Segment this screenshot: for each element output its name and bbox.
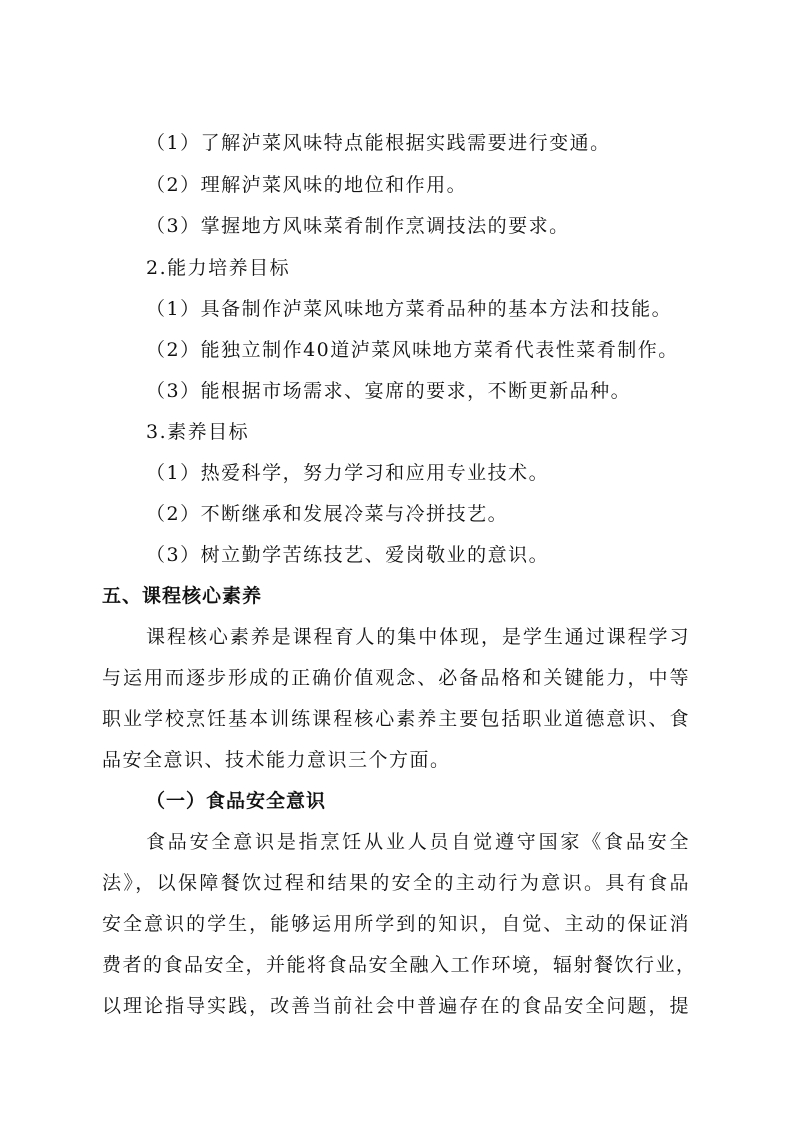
intro-line-1: 课程核心素养是课程育人的集中体现，是学生通过课程学习 — [146, 626, 690, 648]
body-line-2: 法》，以保障餐饮过程和结果的安全的主动行为意识。具有食品 — [102, 872, 690, 894]
subsection-heading: （一）食品安全意识 — [146, 790, 327, 812]
ability-item-2: （2）能独立制作40道泸菜风味地方菜肴代表性菜肴制作。 — [146, 339, 679, 361]
literacy-title: 3.素养目标 — [146, 421, 250, 443]
body-line-1: 食品安全意识是指烹饪从业人员自觉遵守国家《食品安全 — [146, 831, 690, 853]
knowledge-item-2: （2）理解泸菜风味的地位和作用。 — [146, 174, 468, 196]
ability-title: 2.能力培养目标 — [146, 257, 291, 279]
body-line-3: 安全意识的学生，能够运用所学到的知识，自觉、主动的保证消 — [102, 913, 690, 935]
literacy-item-3: （3）树立勤学苦练技艺、爱岗敬业的意识。 — [146, 544, 550, 566]
intro-line-2: 与运用而逐步形成的正确价值观念、必备品格和关键能力，中等 — [102, 667, 690, 689]
ability-item-3: （3）能根据市场需求、宴席的要求，不断更新品种。 — [146, 380, 632, 402]
ability-item-1: （1）具备制作泸菜风味地方菜肴品种的基本方法和技能。 — [146, 298, 673, 320]
body-line-4: 费者的食品安全，并能将食品安全融入工作环境，辐射餐饮行业， — [102, 954, 697, 976]
body-line-5: 以理论指导实践，改善当前社会中普遍存在的食品安全问题，提 — [102, 995, 690, 1017]
knowledge-item-1: （1）了解泸菜风味特点能根据实践需要进行变通。 — [146, 132, 611, 154]
literacy-item-2: （2）不断继承和发展冷菜与冷拼技艺。 — [146, 503, 509, 525]
literacy-item-1: （1）热爱科学，努力学习和应用专业技术。 — [146, 462, 550, 484]
section-heading: 五、课程核心素养 — [102, 585, 263, 607]
knowledge-item-3: （3）掌握地方风味菜肴制作烹调技法的要求。 — [146, 215, 570, 237]
intro-line-3: 职业学校烹饪基本训练课程核心素养主要包括职业道德意识、食 — [102, 708, 690, 730]
intro-line-4: 品安全意识、技术能力意识三个方面。 — [102, 749, 451, 771]
